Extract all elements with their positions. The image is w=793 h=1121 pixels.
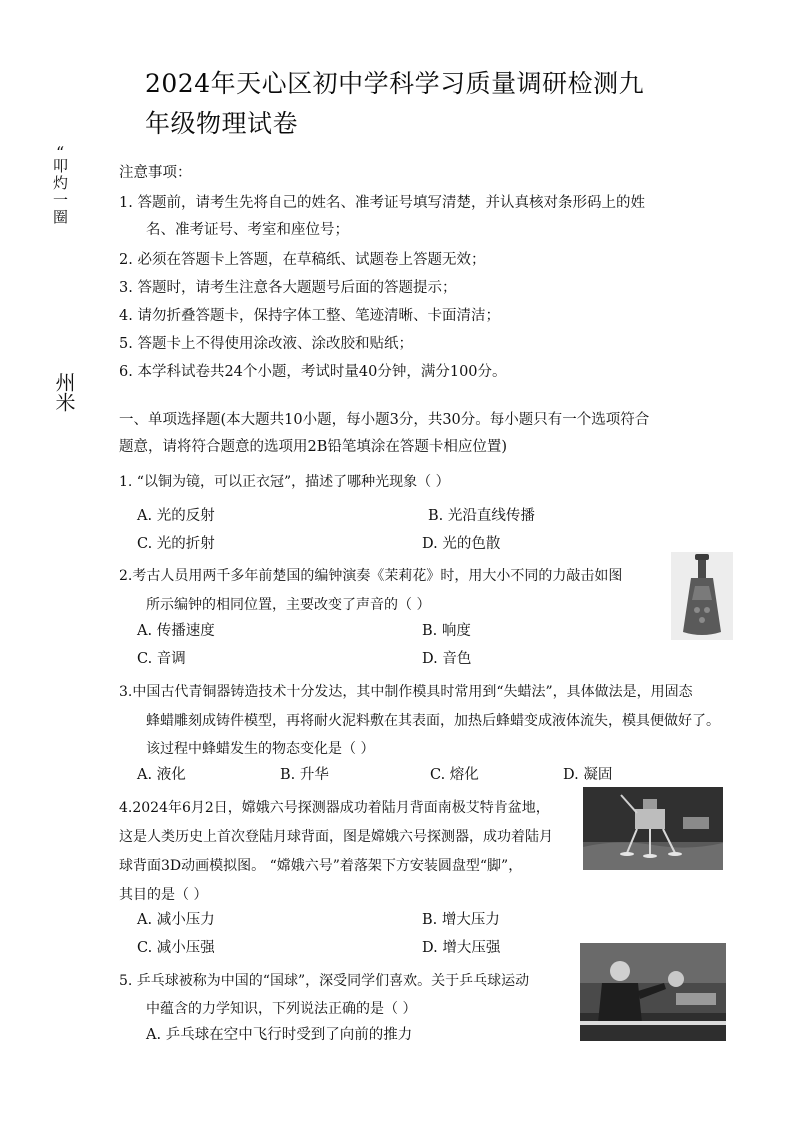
question-2-option-b: B. 响度 bbox=[422, 623, 471, 639]
question-3-option-b: B. 升华 bbox=[280, 767, 329, 783]
question-3-option-a: A. 液化 bbox=[137, 767, 186, 783]
page-title-line-2: 年级物理试卷 bbox=[145, 109, 299, 138]
notice-item-1: 1. 答题前，请考生先将自己的姓名、准考证号填写清楚，并认真核对条形码上的姓 bbox=[119, 195, 645, 211]
question-2-stem-line-1: 2.考古人员用两千多年前楚国的编钟演奏《茉莉花》时，用大小不同的力敲击如图 bbox=[119, 568, 623, 584]
question-4-stem-line-2: 这是人类历史上首次登陆月球背面，图是嫦娥六号探测器，成功着陆月 bbox=[119, 829, 553, 845]
notice-item-6: 6. 本学科试卷共24个小题，考试时量40分钟，满分100分。 bbox=[119, 364, 507, 380]
question-3-stem-line-3: 该过程中蜂蜡发生的物态变化是（ ） bbox=[146, 741, 375, 757]
question-2-option-a: A. 传播速度 bbox=[137, 623, 215, 639]
margin-text-bottom: 州米 bbox=[52, 372, 76, 412]
section-1-heading: 一、单项选择题(本大题共10小题，每小题3分，共30分。每小题只有一个选项符合 bbox=[119, 412, 650, 428]
question-4-stem-line-1: 4.2024年6月2日，嫦娥六号探测器成功着陆月背面南极艾特肯盆地， bbox=[119, 800, 550, 816]
section-1-heading-cont: 题意，请将符合题意的选项用2B铅笔填涂在答题卡相应位置) bbox=[119, 439, 508, 455]
page-title-line-1: 2024年天心区初中学科学习质量调研检测九 bbox=[145, 69, 645, 98]
notice-item-4: 4. 请勿折叠答题卡，保持字体工整、笔迹清晰、卡面清洁； bbox=[119, 308, 500, 324]
change-6-lander-image bbox=[583, 787, 723, 870]
question-4-stem-line-4: 其目的是（ ） bbox=[119, 887, 208, 903]
question-1-option-b: B. 光沿直线传播 bbox=[428, 508, 535, 524]
question-4-option-a: A. 减小压力 bbox=[137, 912, 215, 928]
question-4-stem-line-3: 球背面3D动画模拟图。 “嫦娥六号”着落架下方安装圆盘型“脚”， bbox=[119, 858, 523, 874]
question-1-option-c: C. 光的折射 bbox=[137, 536, 215, 552]
question-5-option-a: A. 乒乓球在空中飞行时受到了向前的推力 bbox=[146, 1027, 413, 1043]
question-2-stem-line-2: 所示编钟的相同位置，主要改变了声音的（ ） bbox=[146, 597, 431, 613]
notice-item-2: 2. 必须在答题卡上答题，在草稿纸、试题卷上答题无效； bbox=[119, 252, 486, 268]
question-2-option-d: D. 音色 bbox=[422, 651, 472, 667]
notice-item-5: 5. 答题卡上不得使用涂改液、涂改胶和贴纸； bbox=[119, 336, 413, 352]
question-2-option-c: C. 音调 bbox=[137, 651, 186, 667]
question-4-option-d: D. 增大压强 bbox=[422, 940, 501, 956]
table-tennis-image bbox=[580, 943, 726, 1041]
question-3-option-c: C. 熔化 bbox=[430, 767, 479, 783]
question-1-stem: 1. “以铜为镜，可以正衣冠”，描述了哪种光现象（ ） bbox=[119, 474, 450, 490]
question-3-option-d: D. 凝固 bbox=[563, 767, 613, 783]
notice-item-3: 3. 答题时，请考生注意各大题题号后面的答题提示； bbox=[119, 280, 457, 296]
notice-heading: 注意事项： bbox=[119, 165, 192, 181]
question-1-option-d: D. 光的色散 bbox=[422, 536, 501, 552]
question-3-stem-line-2: 蜂蜡雕刻成铸件模型，再将耐火泥料敷在其表面，加热后蜂蜡变成液体流失，模具便做好了。 bbox=[146, 713, 720, 729]
question-5-stem-line-2: 中蕴含的力学知识，下列说法正确的是（ ） bbox=[146, 1001, 417, 1017]
question-4-option-b: B. 增大压力 bbox=[422, 912, 500, 928]
margin-text-top: 叩灼一圈 bbox=[51, 158, 69, 226]
question-3-stem-line-1: 3.中国古代青铜器铸造技术十分发达，其中制作模具时常用到“失蜡法”，具体做法是，用固态 bbox=[119, 684, 693, 700]
notice-item-1-cont: 名、准考证号、考室和座位号； bbox=[146, 222, 349, 238]
question-4-option-c: C. 减小压强 bbox=[137, 940, 215, 956]
question-5-stem-line-1: 5. 乒乓球被称为中国的“国球”，深受同学们喜欢。关于乒乓球运动 bbox=[119, 973, 530, 989]
question-1-option-a: A. 光的反射 bbox=[137, 508, 215, 524]
margin-quote-mark: “ bbox=[56, 143, 65, 162]
bianzhong-bell-image bbox=[671, 552, 733, 640]
